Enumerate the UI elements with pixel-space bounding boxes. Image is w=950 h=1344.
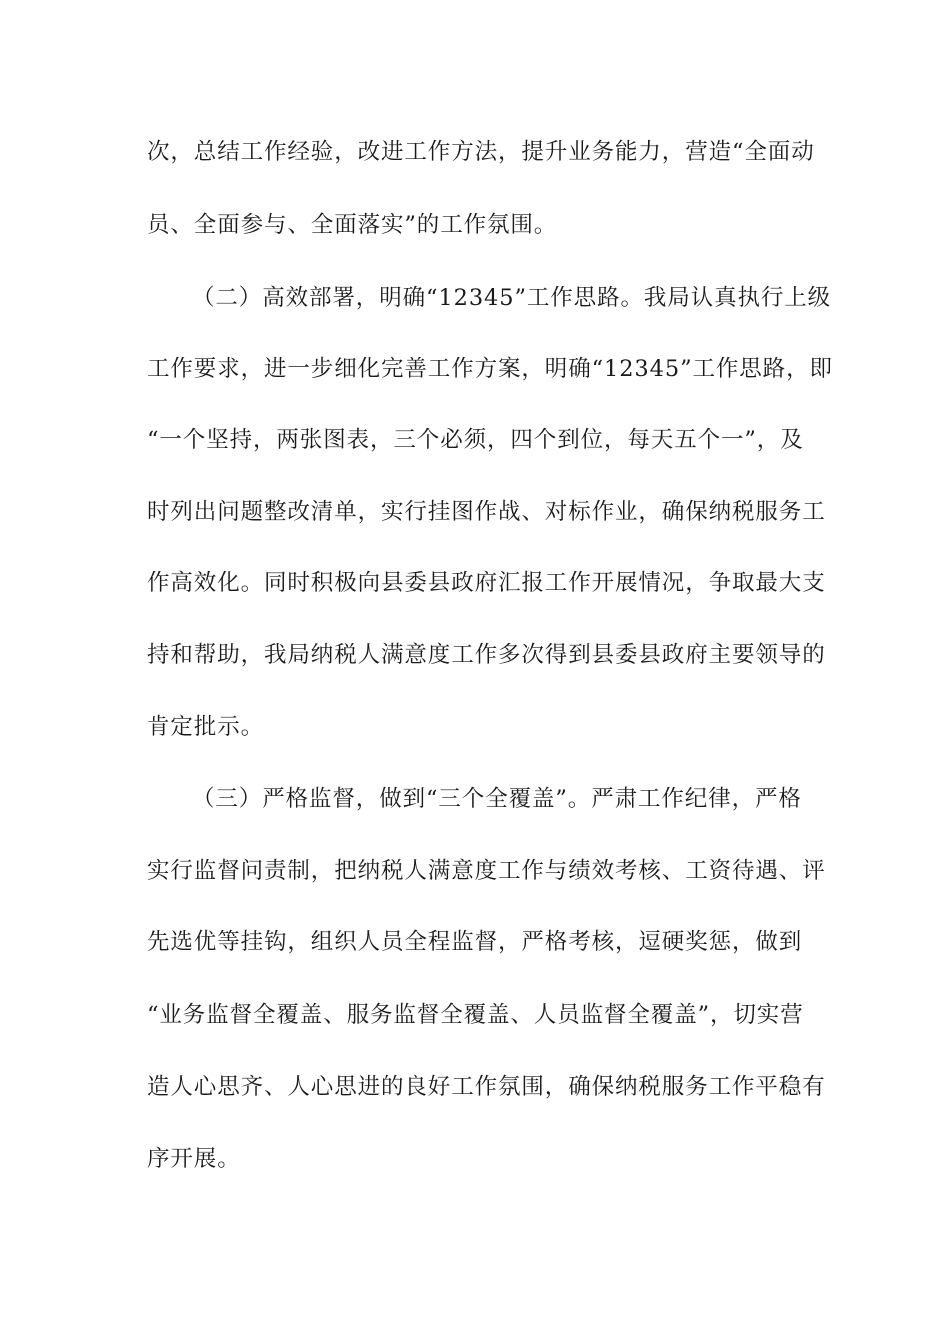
- paragraph-2-line-3: “一个坚持，两张图表，三个必须，四个到位，每天五个一”，及: [147, 427, 804, 453]
- paragraph-2-line-7: 肯定批示。: [147, 714, 265, 740]
- paragraph-3-line-5: 造人心思齐、人心思进的良好工作氛围，确保纳税服务工作平稳有: [147, 1074, 826, 1100]
- paragraph-3-line-1: （三）严格监督，做到“三个全覆盖”。严肃工作纪律，严格: [192, 786, 802, 812]
- paragraph-1-line-1: 次，总结工作经验，改进工作方法，提升业务能力，营造“全面动: [147, 139, 815, 165]
- paragraph-3-line-4: “业务监督全覆盖、服务监督全覆盖、人员监督全覆盖”，切实营: [147, 1002, 804, 1028]
- paragraph-2-line-1: （二）高效部署，明确“12345”工作思路。我局认真执行上级: [192, 285, 832, 311]
- paragraph-2-line-6: 持和帮助，我局纳税人满意度工作多次得到县委县政府主要领导的: [147, 642, 826, 668]
- paragraph-2-line-2: 工作要求，进一步细化完善工作方案，明确“12345”工作思路，即: [147, 356, 833, 382]
- paragraph-3-line-2: 实行监督问责制，把纳税人满意度工作与绩效考核、工资待遇、评: [147, 858, 826, 884]
- paragraph-3-line-6: 序开展。: [147, 1146, 241, 1172]
- paragraph-1-line-2: 员、全面参与、全面落实”的工作氛围。: [147, 212, 558, 238]
- paragraph-2-line-4: 时列出问题整改清单，实行挂图作战、对标作业，确保纳税服务工: [147, 499, 826, 525]
- paragraph-3-line-3: 先选优等挂钩，组织人员全程监督，严格考核，逗硬奖惩，做到: [147, 929, 803, 955]
- paragraph-2-line-5: 作高效化。同时积极向县委县政府汇报工作开展情况，争取最大支: [147, 570, 826, 596]
